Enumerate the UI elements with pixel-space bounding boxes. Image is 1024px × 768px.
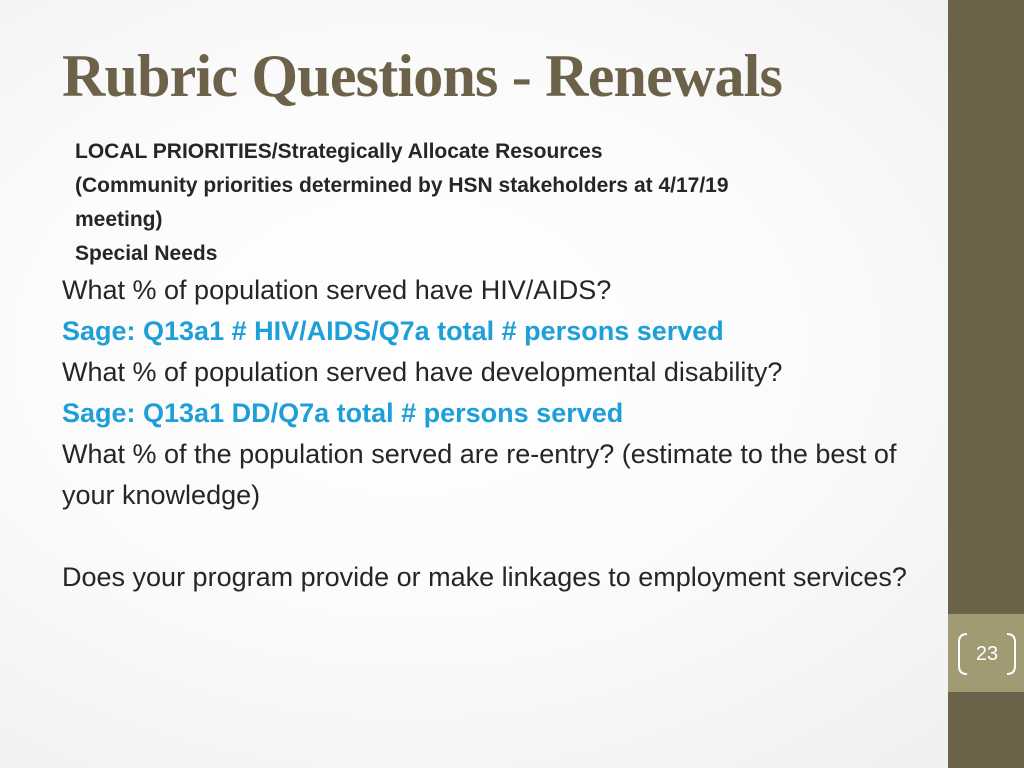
subheader-line-special-needs: Special Needs	[75, 242, 218, 265]
subheader-line-local-priorities: LOCAL PRIORITIES/Strategically Allocate Resources	[75, 140, 603, 163]
subheader-line-meeting: meeting)	[75, 208, 163, 231]
question-employment-services: Does your program provide or make linkages to employment services?	[62, 562, 907, 592]
rubric-questions-body	[62, 270, 932, 598]
page-number: 23	[975, 643, 999, 665]
sage-hiv-aids-formula: Sage: Q13a1 # HIV/AIDS/Q7a total # persons served	[62, 316, 724, 346]
question-developmental-disability: What % of population served have developmental disability?	[62, 357, 783, 387]
question-hiv-aids: What % of population served have HIV/AIDS?	[62, 275, 612, 305]
priority-subheader	[75, 135, 895, 271]
subheader-line-community-priorities: (Community priorities determined by HSN stakeholders at 4/17/19	[75, 174, 729, 197]
sage-dd-formula: Sage: Q13a1 DD/Q7a total # persons served	[62, 398, 624, 428]
slide-title: Rubric Questions - Renewals	[62, 43, 783, 109]
question-re-entry: What % of the population served are re-entry? (estimate to the best of your knowledge)	[62, 439, 897, 510]
paragraph-gap	[62, 516, 932, 557]
